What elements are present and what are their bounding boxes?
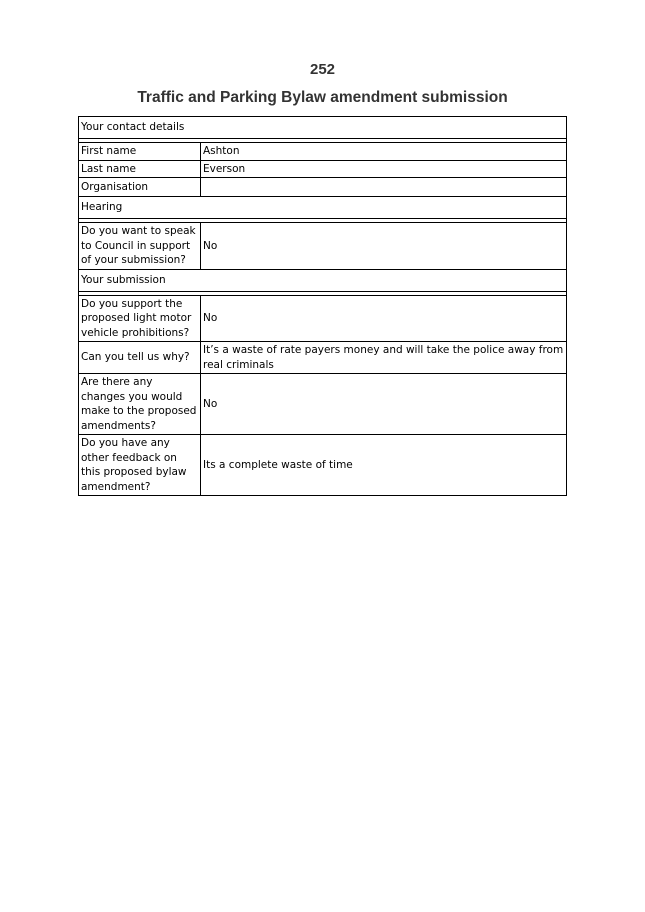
table-row-support-prohibitions [79,295,567,342]
section-header-hearing [79,197,567,219]
row-value: It’s a waste of rate payers money and will take the police away from real criminals [201,342,567,374]
table-row-speak-to-council [79,223,567,270]
row-value: No [201,374,567,435]
page-title: Traffic and Parking Bylaw amendment submission [137,89,508,106]
row-label: Organisation [79,178,201,197]
row-label: Do you want to speak to Council in support of your submission? [79,223,201,270]
page-number: 252 [309,61,336,78]
row-value: No [201,223,567,270]
section-heading: Your submission [79,269,567,291]
row-value: Its a complete waste of time [201,435,567,496]
section-heading: Your contact details [79,117,567,139]
table-row-organisation [79,178,567,197]
table-row-last-name [79,160,567,178]
section-heading: Hearing [79,197,567,219]
row-label: First name [79,143,201,161]
row-label: Are there any changes you would make to the proposed amendments? [79,374,201,435]
table-row-tell-us-why [79,342,567,374]
row-value: No [201,295,567,342]
table-row-other-feedback [79,435,567,496]
submission-form-table [78,116,567,496]
table-row-changes [79,374,567,435]
row-label: Last name [79,160,201,178]
row-value [201,178,567,197]
section-header-submission [79,269,567,291]
row-value: Ashton [201,143,567,161]
row-label: Do you support the proposed light motor vehicle prohibitions? [79,295,201,342]
row-label: Do you have any other feedback on this proposed bylaw amendment? [79,435,201,496]
section-header-contact [79,117,567,139]
row-label: Can you tell us why? [79,342,201,374]
table-row-first-name [79,143,567,161]
row-value: Everson [201,160,567,178]
